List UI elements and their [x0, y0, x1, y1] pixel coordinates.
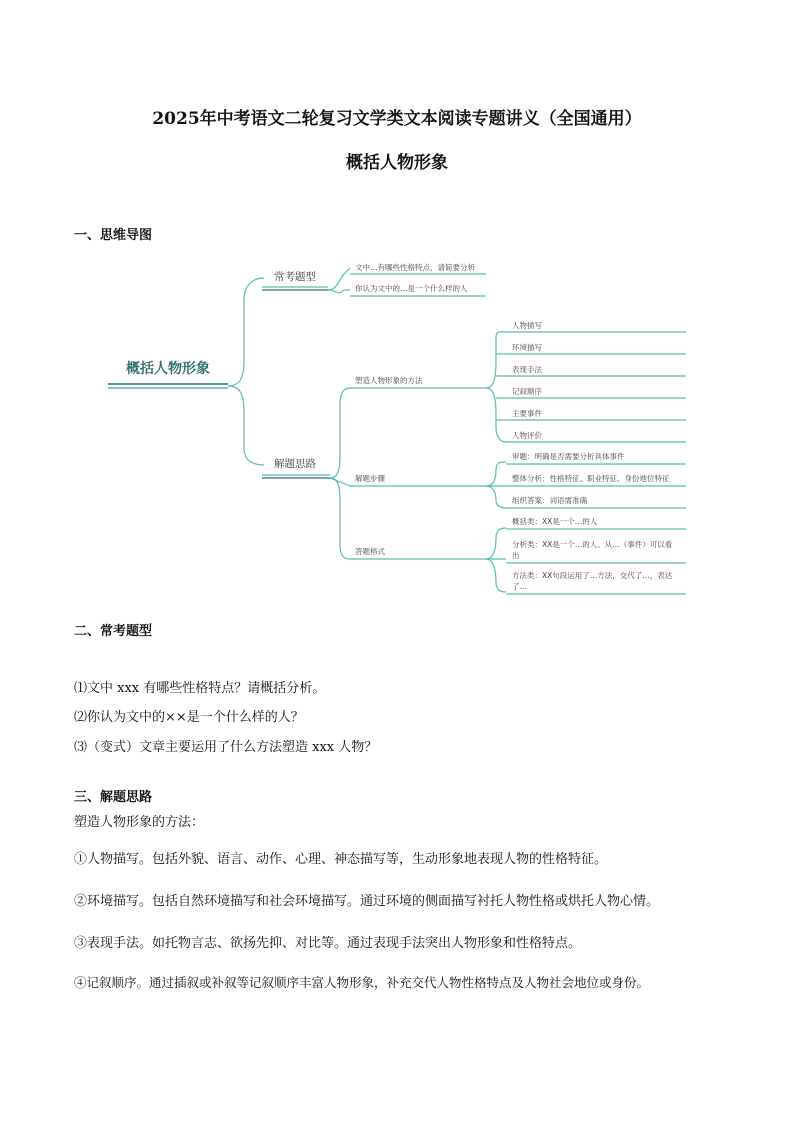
mindmap-leaf: 概括类：XX是一个…的人 — [512, 517, 598, 526]
mindmap-leaf: 人物描写 — [512, 321, 542, 330]
mindmap-leaf: 组织答案：词语需准确 — [512, 496, 587, 505]
mindmap-sub-3: 答题格式 — [355, 547, 385, 556]
mindmap-leaf: 整体分析：性格特征、职业特征、身份地位特征 — [512, 474, 670, 483]
mindmap-leaf: 审题：明确是否需要分析具体事件 — [512, 452, 625, 461]
mindmap-leaf: 了… — [512, 582, 527, 591]
method-item: ②环境描写。包括自然环境描写和社会环境描写。通过环境的侧面描写衬托人物性格或烘托人物心情。 — [74, 894, 660, 909]
mindmap-leaf: 分析类：XX是一个…的人。从…（事件）可以看 — [512, 540, 673, 549]
mindmap-branch-1: 常考题型 — [274, 271, 316, 283]
section-heading-mindmap: 一、思维导图 — [74, 228, 153, 243]
methods-intro: 塑造人物形象的方法： — [74, 815, 205, 830]
mindmap-leaf: 环境描写 — [512, 343, 542, 352]
section-heading-question-types: 二、常考题型 — [74, 624, 153, 639]
mindmap-branch-2: 解题思路 — [274, 458, 316, 470]
branch2-bracket — [330, 388, 350, 478]
mindmap-leaf: 方法类：XX句段运用了…方法，交代了…，表达 — [512, 571, 673, 580]
mindmap-leaf: 文中…有哪些性格特点，请简要分析 — [355, 263, 475, 272]
section-heading-approach: 三、解题思路 — [74, 790, 153, 805]
method-item: ④记叙顺序。通过插叙或补叙等记叙顺序丰富人物形象，补充交代人物性格特点及人物社会地位或身份。 — [74, 975, 650, 990]
document-subtitle: 概括人物形象 — [346, 153, 448, 173]
method-item: ③表现手法。如托物言志、欲扬先抑、对比等。通过表现手法突出人物形象和性格特点。 — [74, 936, 582, 951]
method-item: ①人物描写。包括外貌、语言、动作、心理、神态描写等，生动形象地表现人物的性格特征。 — [74, 852, 608, 867]
document-title: 2025年中考语文二轮复习文学类文本阅读专题讲义（全国通用） — [152, 109, 642, 129]
mindmap-leaf: 表现手法 — [512, 365, 542, 374]
mindmap-sub-2: 解题步骤 — [355, 474, 385, 483]
mindmap-leaf: 记叙顺序 — [512, 387, 542, 396]
question-item: ⑶（变式）文章主要运用了什么方法塑造 xxx 人物？ — [74, 740, 378, 755]
mindmap-root: 概括人物形象 — [126, 361, 210, 377]
root-bracket-lower — [228, 386, 264, 465]
mindmap-sub-1: 塑造人物形象的方法 — [355, 376, 423, 385]
mindmap-leaf: 你认为文中的…是一个什么样的人 — [355, 284, 468, 293]
mindmap-leaf: 主要事件 — [512, 409, 542, 418]
question-item: ⑴文中 xxx 有哪些性格特点？请概括分析。 — [74, 681, 326, 696]
question-item: ⑵你认为文中的××是一个什么样的人？ — [74, 710, 304, 725]
mindmap-leaf: 出 — [512, 551, 520, 560]
root-bracket — [228, 278, 264, 386]
mindmap-leaf: 人物评价 — [512, 431, 542, 440]
